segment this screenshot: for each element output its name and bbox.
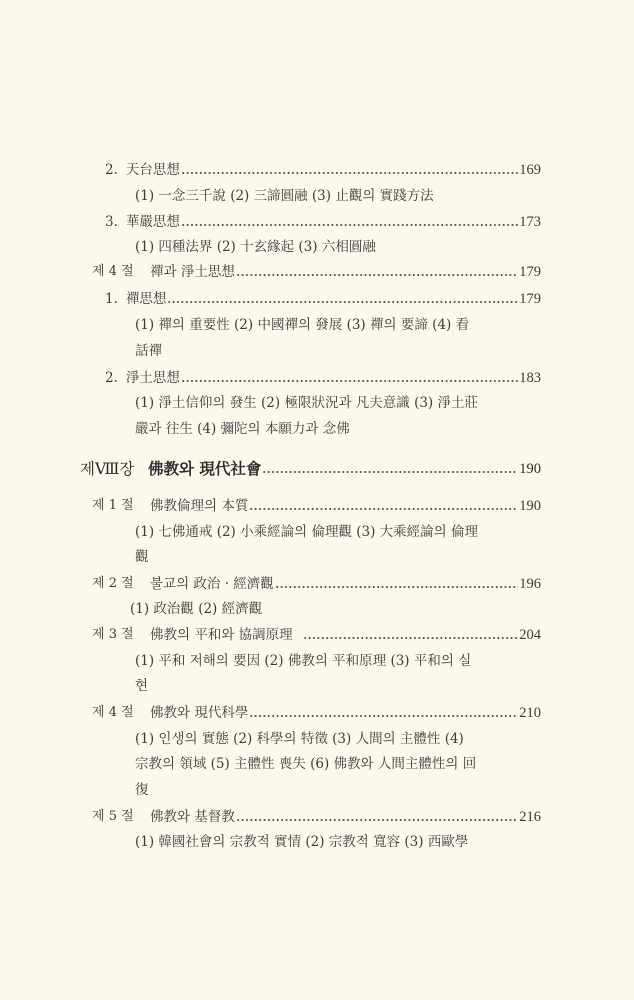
- chapter-entry: [80, 459, 541, 479]
- entry-title: 禪과 淨土思想: [150, 264, 235, 280]
- dot-leader: [181, 160, 518, 180]
- entry-title: 불교의 政治 · 經濟觀: [150, 576, 274, 592]
- page-number: 183: [519, 370, 541, 386]
- subtopics: (1) 一念三千說 (2) 三諦圓融 (3) 止觀의 實踐方法: [135, 188, 434, 204]
- dot-leader: [303, 625, 519, 645]
- entry-title: 華嚴思想: [125, 214, 180, 230]
- entry-title: 淨土思想: [125, 370, 180, 386]
- subtopics: 현: [135, 678, 149, 694]
- entry-title: 佛教와 現代科學: [150, 705, 249, 721]
- chapter-title: 佛教와 現代社會: [148, 459, 262, 478]
- dot-leader: [236, 807, 518, 827]
- subtopics: 觀: [135, 549, 149, 565]
- section-number: 제 4 절: [92, 705, 134, 720]
- subtopics: (1) 政治觀 (2) 經濟觀: [130, 601, 263, 617]
- section-number: 제 5 절: [92, 809, 134, 824]
- subtopics: (1) 禪의 重要性 (2) 中國禪의 發展 (3) 禪의 要諦 (4) 看: [135, 317, 470, 333]
- dot-leader: [167, 289, 518, 309]
- subtopics: 宗教의 領域 (5) 主體性 喪失 (6) 佛教와 人間主體性의 回: [135, 756, 477, 772]
- section-number: 제 2 절: [92, 576, 134, 591]
- section-entry: [92, 574, 541, 594]
- page-number: 204: [519, 627, 541, 643]
- dot-leader: [249, 496, 518, 516]
- dot-leader: [275, 574, 518, 594]
- page-number: 190: [519, 461, 541, 477]
- entry-number: 2.: [105, 162, 118, 178]
- entry-title: 佛教와 基督教: [150, 809, 235, 825]
- entry-title: 佛教倫理의 本質: [150, 498, 249, 514]
- subtopics: (1) 四種法界 (2) 十玄緣起 (3) 六相圓融: [135, 239, 376, 255]
- subtopics: (1) 淨土信仰의 發生 (2) 極限狀況과 凡夫意識 (3) 淨土莊: [135, 395, 478, 411]
- subtopics: (1) 韓國社會의 宗教적 實情 (2) 宗教적 寬容 (3) 西歐學: [135, 834, 469, 850]
- entry-title: 天台思想: [125, 162, 180, 178]
- page-number: 216: [519, 809, 541, 825]
- page-number: 169: [519, 162, 541, 178]
- subtopics: (1) 인생의 實態 (2) 科學의 特徵 (3) 人間의 主體性 (4): [135, 731, 464, 747]
- dot-leader: [181, 368, 518, 388]
- section-entry: [92, 262, 541, 282]
- entry-title: 佛教의 平和와 協調原理: [150, 627, 293, 643]
- toc-entry: [105, 160, 541, 180]
- section-entry: [92, 807, 541, 827]
- page-number: 210: [519, 705, 541, 721]
- dot-leader: [236, 262, 518, 282]
- subtopics: 話禪: [135, 343, 162, 359]
- section-entry: [92, 625, 541, 645]
- section-number: 제 1 절: [92, 498, 134, 513]
- entry-number: 3.: [105, 214, 118, 230]
- section-entry: [92, 496, 541, 516]
- toc-entry: [105, 368, 541, 388]
- toc-entry: [105, 289, 541, 309]
- subtopics: (1) 平和 저해의 要因 (2) 佛教의 平和原理 (3) 平和의 실: [135, 653, 472, 669]
- page-number: 190: [519, 498, 541, 514]
- subtopics: 復: [135, 782, 149, 798]
- dot-leader: [249, 703, 518, 723]
- page-number: 179: [519, 264, 541, 280]
- dot-leader: [181, 212, 518, 232]
- subtopics: (1) 七佛通戒 (2) 小乘經論의 倫理觀 (3) 大乘經論의 倫理: [135, 524, 478, 540]
- section-number: 제 3 절: [92, 627, 134, 642]
- section-entry: [92, 703, 541, 723]
- toc-entry: [105, 212, 541, 232]
- entry-number: 2.: [105, 370, 118, 386]
- chapter-number: 제Ⅷ장: [80, 460, 135, 478]
- page-number: 173: [519, 214, 541, 230]
- page-number: 196: [519, 576, 541, 592]
- dot-leader: [262, 459, 518, 479]
- subtopics: 嚴과 往生 (4) 彌陀의 本願力과 念佛: [135, 421, 350, 437]
- entry-title: 禪思想: [125, 291, 167, 307]
- page-number: 179: [519, 291, 541, 307]
- entry-number: 1.: [105, 291, 118, 307]
- section-number: 제 4 절: [92, 264, 134, 279]
